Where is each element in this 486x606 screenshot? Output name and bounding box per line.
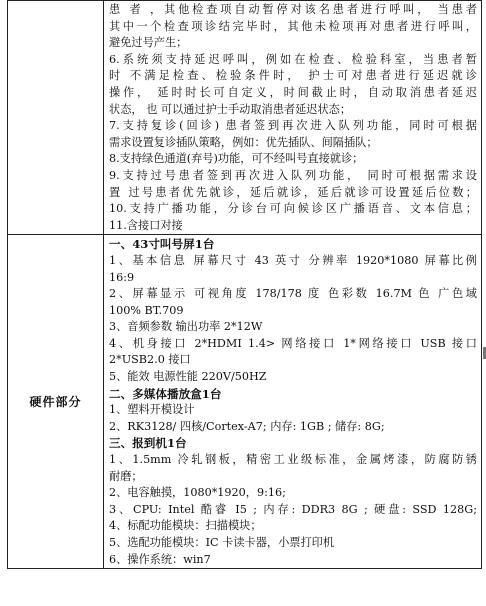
spec-line: 1、塑料开模设计: [109, 403, 195, 417]
spec-line: 16:9: [109, 270, 135, 284]
spec-line: 9.支持过号患者签到再次进入队列功能， 同时可根据需求设: [109, 168, 477, 182]
spec-line: 状态， 也 可以通过护士手动取消患者延迟状态；: [109, 102, 352, 116]
row-label-empty: [8, 1, 104, 235]
spec-line: 其中一个检查项诊结完毕时，其他未检项再对患者进行呼叫，: [109, 19, 477, 33]
page-left-margin: [0, 0, 7, 606]
spec-line: 4、标配功能模块：扫描模块；: [109, 519, 262, 533]
spec-line: 6.系统须支持延迟呼叫，例如在检查、检验科室，当患者暂: [109, 52, 477, 66]
spec-line: 2、屏幕显示 可视角度 178/178 度 色彩数 16.7M 色 广色域: [109, 287, 477, 301]
spec-line: 耐磨；: [109, 469, 143, 483]
spec-line: 5、选配功能模块：IC 卡读卡器，小票打印机: [109, 536, 335, 549]
spec-line: 操作， 延时时长可自定义，时间截止时，自动取消患者延迟: [109, 85, 477, 99]
hardware-spec-cell: [104, 235, 482, 569]
section-heading: 一、43寸叫号屏1台: [109, 237, 215, 252]
hardware-spec-list: [109, 236, 477, 568]
spec-line: 避免过号产生；: [109, 36, 188, 50]
spec-line: 100% BT.709: [109, 303, 184, 317]
spec-line: 6、操作系统：win7: [109, 552, 211, 566]
spec-line: 1、基本信息 屏幕尺寸 43 英寸 分辨率 1920*1080 屏幕比例: [109, 253, 477, 267]
table-row-hardware: [8, 235, 482, 569]
hardware-label: 硬件部分: [8, 235, 104, 569]
spec-line: 患 者 ，其他检查项自动暂停对该名患者进行呼叫， 当患者: [109, 3, 477, 16]
spec-line: 时 不满足检查、检验条件时， 护士可对患者进行延迟就诊: [109, 69, 477, 83]
table-row-software-cont: [8, 1, 482, 235]
spec-line: 2、电容触摸，1080*1920，9:16;: [109, 486, 286, 500]
spec-line: 需求设置复诊插队策略，例如：优先插队、间隔插队；: [109, 135, 378, 149]
section-heading: 二、多媒体播放盒1台: [109, 386, 222, 401]
spec-line: 5、能效 电源性能 220V/50HZ: [109, 370, 267, 384]
spec-line: 1、1.5mm 冷轧钢板，精密工业级标准，金属烤漆，防腐防锈: [109, 453, 477, 467]
software-features-list: [109, 2, 477, 234]
spec-line: 10.支持广播功能，分诊台可向候诊区广播语音、文本信息；: [109, 202, 477, 216]
spec-line: 置 过号患者优先就诊，延后就诊，延后就诊可设置延后位数；: [109, 185, 477, 199]
spec-line: 2、RK3128/ 四核/Cortex-A7; 内存: 1GB ; 储存: 8G;: [109, 419, 385, 433]
spec-line: 4、机身接口 2*HDMI 1.4> 网络接口 1*网络接口 USB 接口: [109, 336, 477, 350]
spec-line: 3、音频参数 输出功率 2*12W: [109, 320, 263, 334]
spec-table: [7, 0, 482, 569]
spec-line: 8.支持绿色通道(弃号)功能，可不经叫号直接就诊；: [109, 152, 364, 166]
spec-line: 11.含接口对接: [109, 218, 183, 232]
spec-line: 2*USB2.0 接口: [109, 353, 191, 367]
spec-line: 7.支持复诊(回诊) 患者签到再次进入队列功能，同时可根据: [109, 119, 477, 133]
section-heading: 三、报到机1台: [109, 436, 187, 451]
spec-line: 3、CPU: Intel 酷睿 I5 ; 内存: DDR3 8G ; 硬盘: SSD 128G;: [109, 502, 477, 516]
spec-sheet: [7, 0, 482, 606]
software-features-cell: [104, 1, 482, 235]
